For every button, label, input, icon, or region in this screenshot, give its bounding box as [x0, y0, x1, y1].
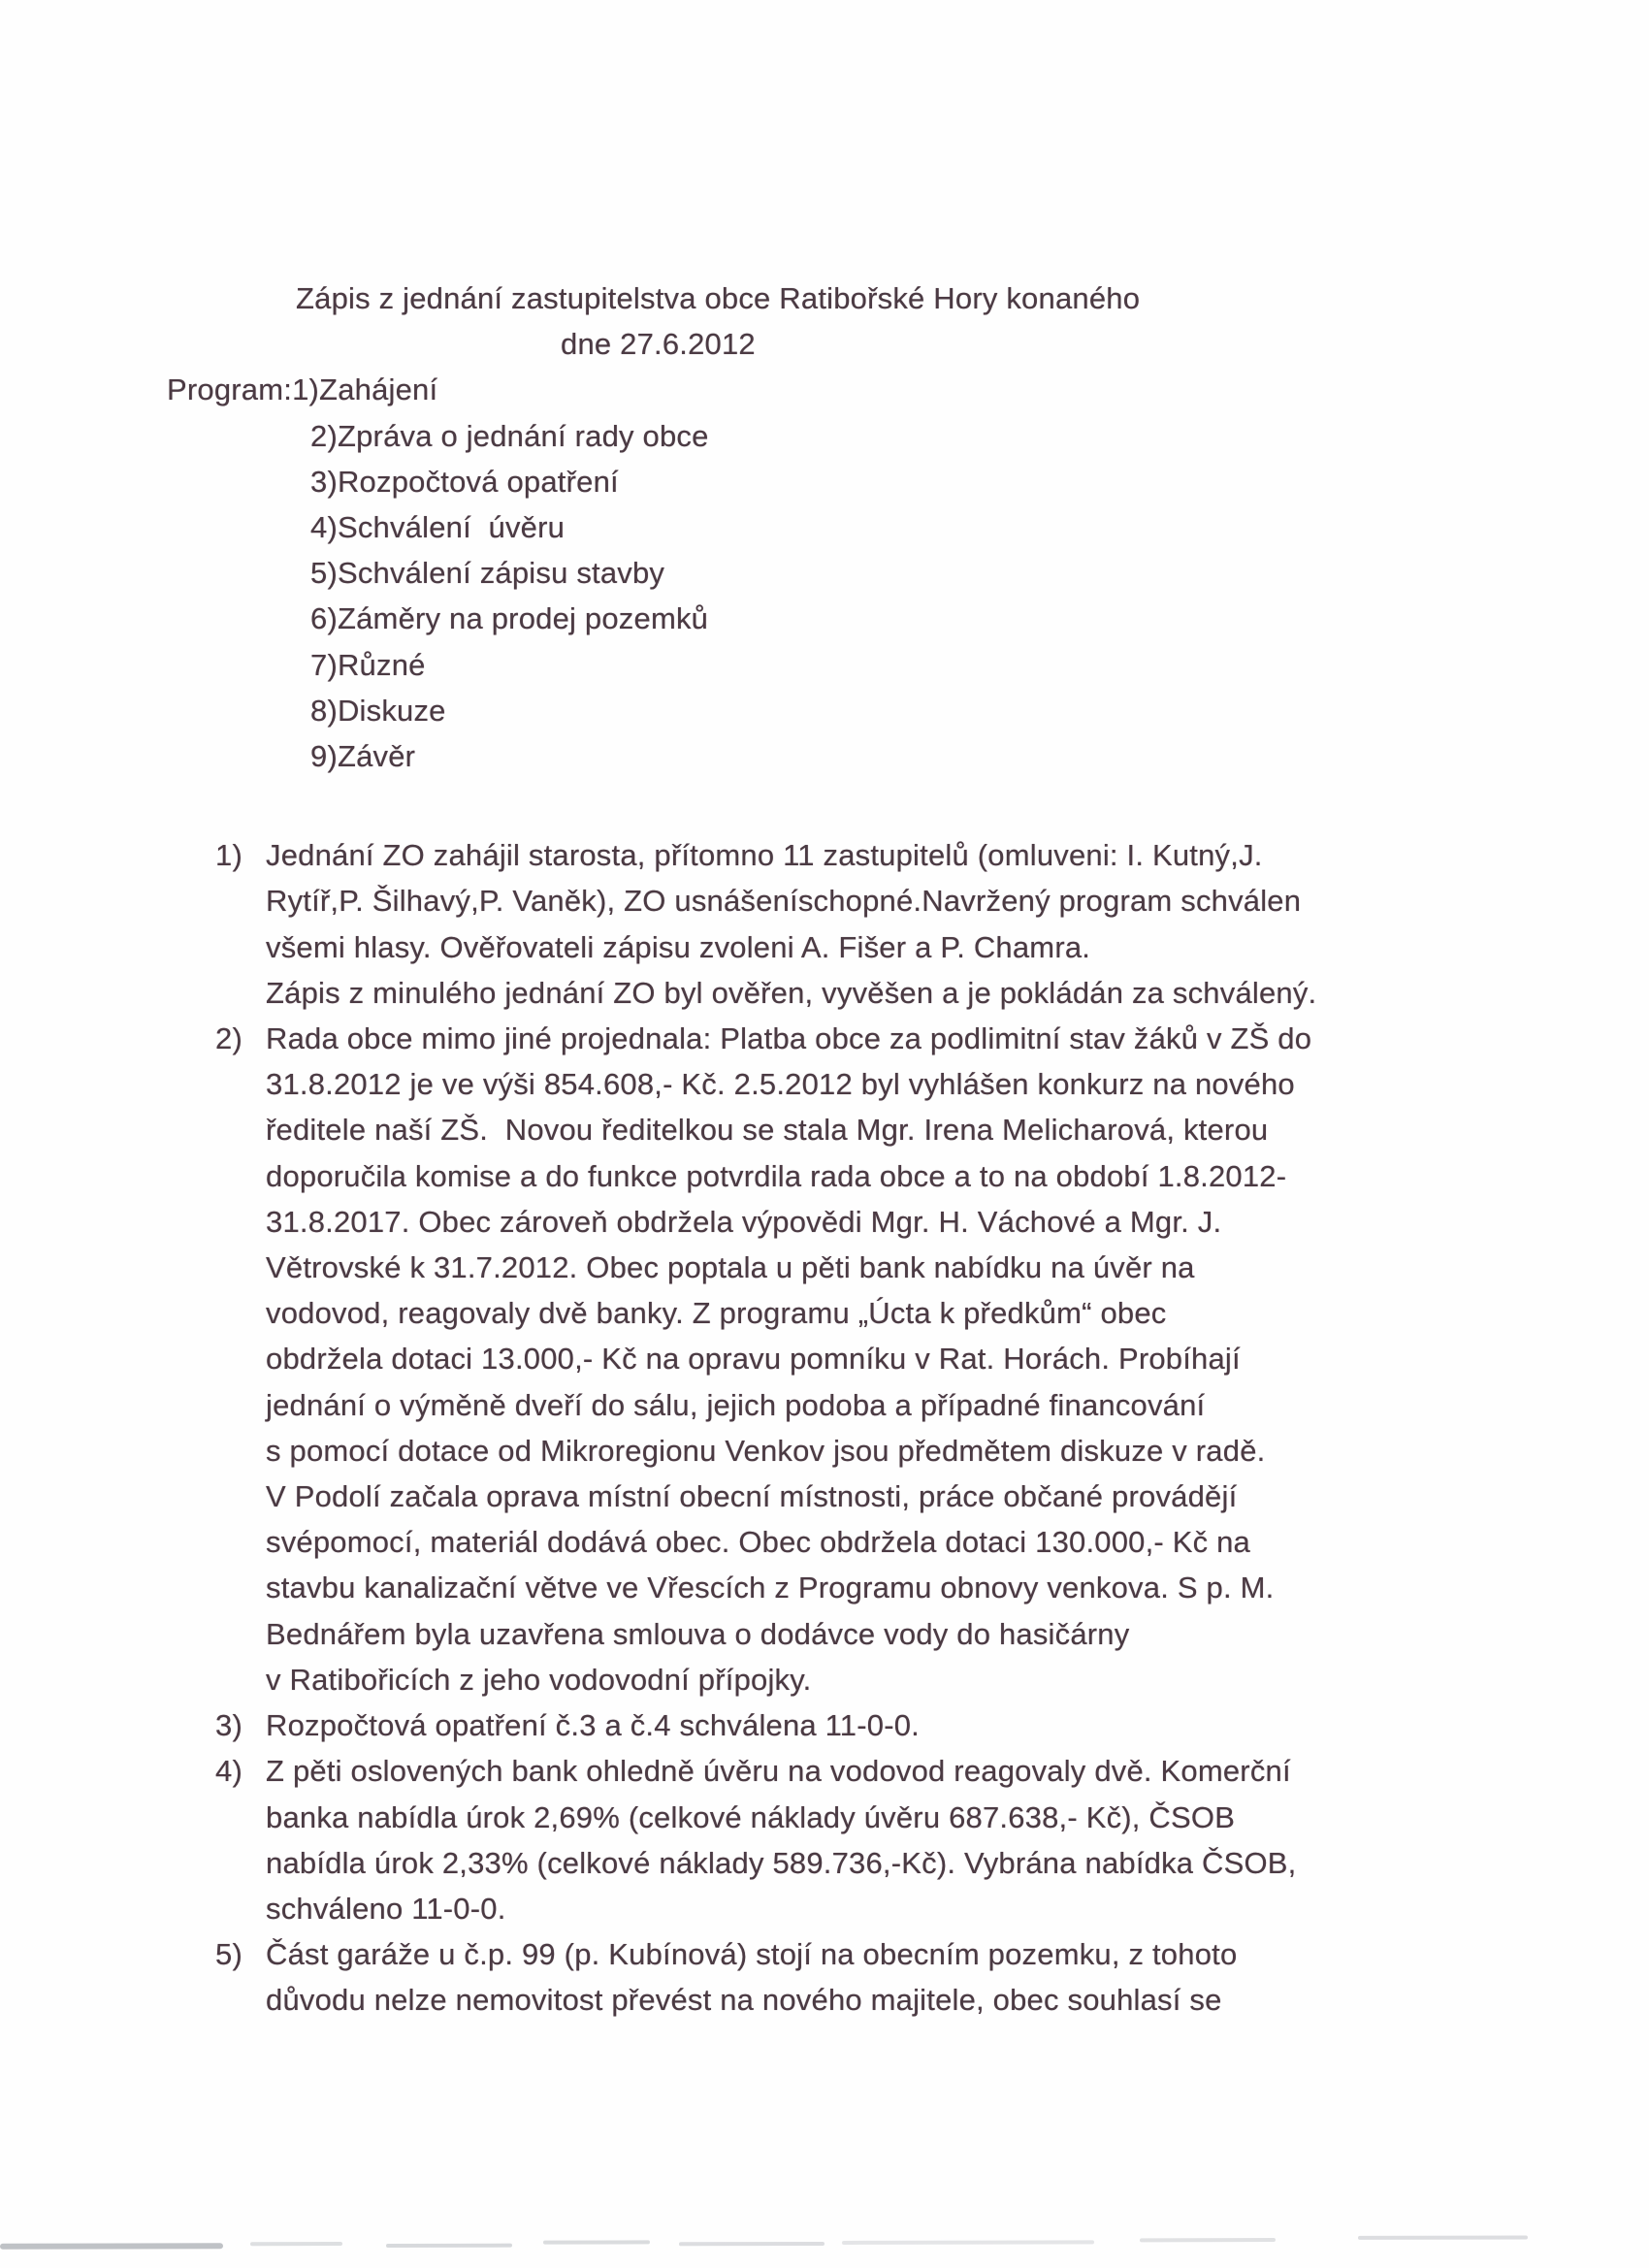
minutes-item-3: [215, 1702, 1533, 1748]
text-line: v Ratibořicích z jeho vodovodní přípojky.: [266, 1662, 812, 1697]
program-item-6: 6)Záměry na prodej pozemků: [310, 601, 709, 636]
text-line: Zápis z minulého jednání ZO byl ověřen, vyvěšen a je pokládán za schválený.: [266, 975, 1317, 1010]
document-title-line-2: dne 27.6.2012: [561, 327, 756, 362]
program-item-1: 1)Zahájení: [292, 373, 438, 407]
text-line: doporučila komise a do funkce potvrdila rada obce a to na období 1.8.2012-: [266, 1158, 1287, 1193]
text-line: ředitele naší ZŠ. Novou ředitelkou se stala Mgr. Irena Melicharová, kterou: [266, 1113, 1269, 1148]
program-row-1: [167, 367, 1649, 412]
minutes-body: [0, 832, 1649, 2023]
minutes-item-5: [215, 1931, 1533, 2023]
item-number: 4): [215, 1754, 242, 1789]
page-edge-artifact: [0, 2237, 1649, 2251]
text-line: Rytíř,P. Šilhavý,P. Vaněk), ZO usnášeníschopné.Navržený program schválen: [266, 884, 1302, 919]
program-item-4: 4)Schválení úvěru: [310, 510, 566, 545]
item-number: 3): [215, 1708, 242, 1743]
program-item-8: 8)Diskuze: [310, 693, 446, 728]
minutes-item-4: [215, 1748, 1533, 1931]
text-line: důvodu nelze nemovitost převést na nového majitele, obec souhlasí se: [266, 1983, 1222, 2018]
text-line: Větrovské k 31.7.2012. Obec poptala u pěti bank nabídku na úvěr na: [266, 1250, 1195, 1285]
item-text: [266, 1016, 1533, 1702]
text-line: Rozpočtová opatření č.3 a č.4 schválena 11-0-0.: [266, 1708, 920, 1743]
text-line: vodovod, reagovaly dvě banky. Z programu „Úcta k předkům“ obec: [266, 1296, 1167, 1331]
text-line: všemi hlasy. Ověřovateli zápisu zvoleni A. Fišer a P. Chamra.: [266, 929, 1091, 964]
text-line: 31.8.2012 je ve výši 854.608,- Kč. 2.5.2012 byl vyhlášen konkurz na nového: [266, 1067, 1295, 1102]
text-line: schváleno 11-0-0.: [266, 1891, 506, 1926]
text-line: Bednářem byla uzavřena smlouva o dodávce vody do hasičárny: [266, 1616, 1130, 1651]
item-number: 1): [215, 838, 242, 873]
text-line: Rada obce mimo jiné projednala: Platba obce za podlimitní stav žáků v ZŠ do: [266, 1021, 1312, 1056]
item-number: 2): [215, 1021, 242, 1056]
text-line: 31.8.2017. Obec zároveň obdržela výpovědi Mgr. H. Váchové a Mgr. J.: [266, 1204, 1222, 1239]
text-line: obdržela dotaci 13.000,- Kč na opravu pomníku v Rat. Horách. Probíhají: [266, 1342, 1241, 1377]
item-text: [266, 1748, 1533, 1931]
text-line: svépomocí, materiál dodává obec. Obec obdržela dotaci 130.000,- Kč na: [266, 1525, 1251, 1560]
item-text: [266, 832, 1533, 1016]
program-item-5: 5)Schválení zápisu stavby: [310, 556, 665, 591]
minutes-item-1: [215, 832, 1533, 1016]
text-line: Z pěti oslovených bank ohledně úvěru na vodovod reagovaly dvě. Komerční: [266, 1754, 1291, 1789]
program-agenda: [0, 367, 1649, 779]
program-label: Program:: [167, 373, 293, 407]
text-line: s pomocí dotace od Mikroregionu Venkov jsou předmětem diskuze v radě.: [266, 1433, 1266, 1468]
text-line: V Podolí začala oprava místní obecní místnosti, práce občané provádějí: [266, 1479, 1238, 1514]
item-text: [266, 1931, 1533, 2023]
document-title-line-1: Zápis z jednání zastupitelstva obce Ratibořské Hory konaného: [296, 281, 1141, 315]
program-item-7: 7)Různé: [310, 647, 426, 682]
text-line: Jednání ZO zahájil starosta, přítomno 11 zastupitelů (omluveni: I. Kutný,J.: [266, 838, 1263, 873]
item-number: 5): [215, 1937, 242, 1972]
program-item-9: 9)Závěr: [310, 739, 416, 774]
program-item-3: 3)Rozpočtová opatření: [310, 464, 619, 499]
program-item-2: 2)Zpráva o jednání rady obce: [310, 418, 709, 453]
text-line: stavbu kanalizační větve ve Vřescích z Programu obnovy venkova. S p. M.: [266, 1571, 1275, 1605]
text-line: banka nabídla úrok 2,69% (celkové náklady úvěru 687.638,- Kč), ČSOB: [266, 1799, 1236, 1834]
text-line: Část garáže u č.p. 99 (p. Kubínová) stojí na obecním pozemku, z tohoto: [266, 1937, 1238, 1972]
minutes-item-2: [215, 1016, 1533, 1702]
text-line: jednání o výměně dveří do sálu, jejich podoba a případné financování: [266, 1387, 1206, 1422]
text-line: nabídla úrok 2,33% (celkové náklady 589.736,-Kč). Vybrána nabídka ČSOB,: [266, 1845, 1297, 1880]
item-text: [266, 1702, 1533, 1748]
